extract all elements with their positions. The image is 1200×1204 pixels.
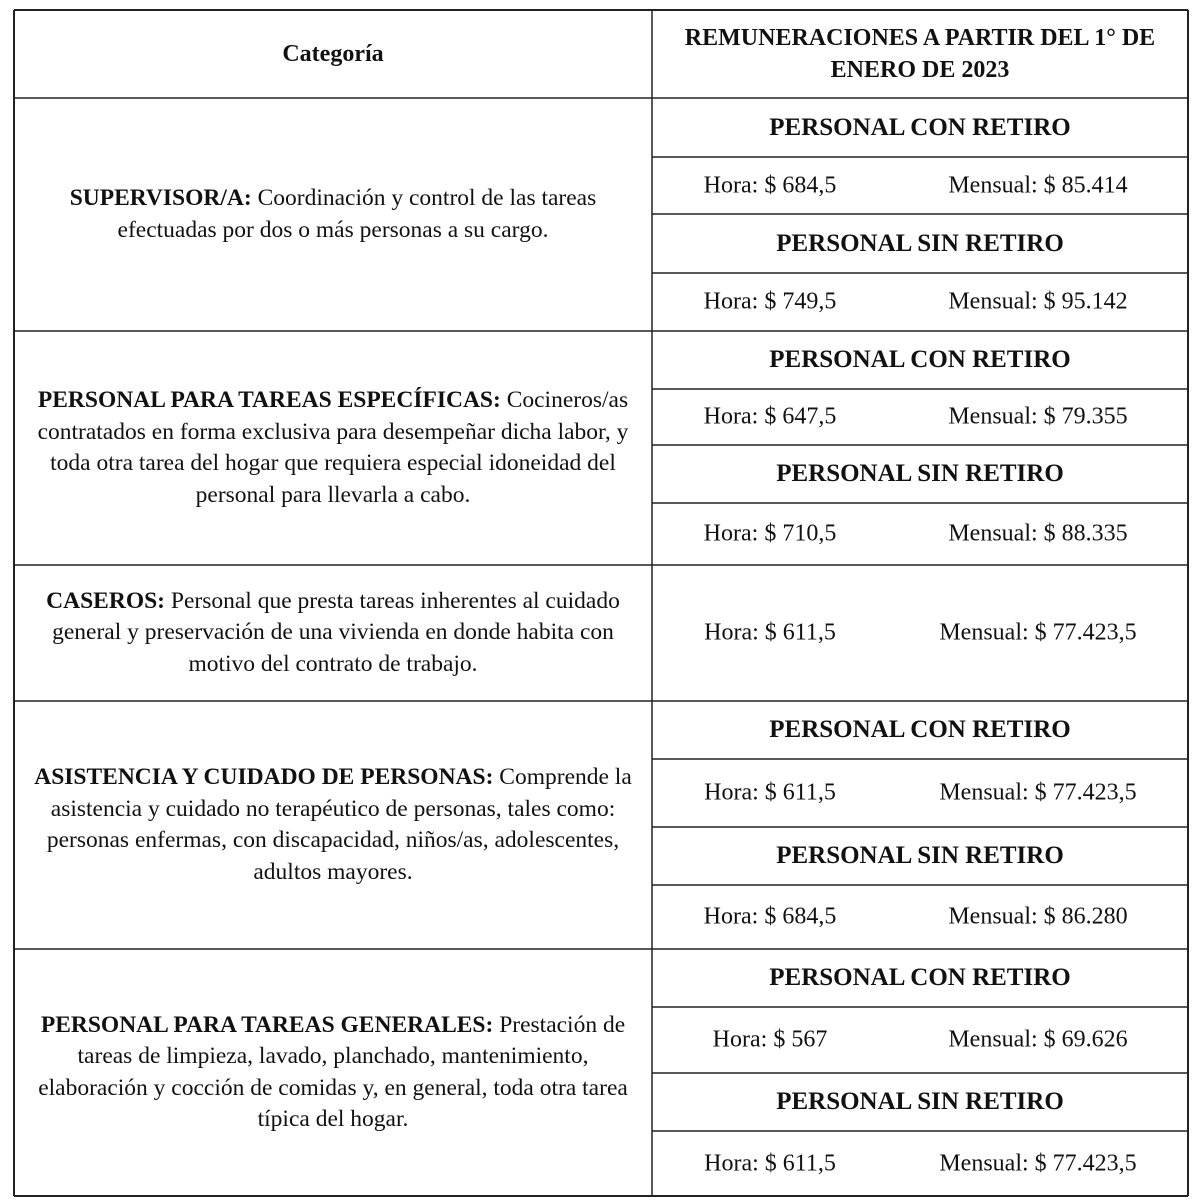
category-title: SUPERVISOR/A: bbox=[69, 185, 252, 211]
hourly-rate: Hora: $ 567 bbox=[712, 1026, 828, 1053]
category-description-cell bbox=[14, 949, 652, 1196]
monthly-rate: Mensual: $ 86.280 bbox=[948, 903, 1128, 930]
pay-rates-cell bbox=[652, 1131, 1188, 1196]
category-description: Prestación de tareas de limpieza, lavado, planchado, mantenimiento, elaboración y cocción de comidas y, en general, toda otra tarea típica del hogar. bbox=[38, 1011, 628, 1132]
pay-rates-cell bbox=[652, 565, 1188, 701]
pay-rates-cell bbox=[652, 157, 1188, 214]
pay-rates-cell bbox=[652, 273, 1188, 331]
pay-rates-cell bbox=[652, 885, 1188, 949]
category-title: CASEROS: bbox=[46, 587, 166, 614]
retiro-type-label: PERSONAL SIN RETIRO bbox=[776, 842, 1064, 869]
category-description-cell bbox=[14, 98, 652, 331]
category-description: Personal que presta tareas inherentes al cuidado general y preservación de una vivienda en donde habita con motivo del contrato de trabajo. bbox=[52, 587, 620, 677]
hourly-rate: Hora: $ 611,5 bbox=[704, 1150, 836, 1176]
hourly-rate: Hora: $ 611,5 bbox=[704, 619, 836, 646]
hourly-rate: Hora: $ 647,5 bbox=[703, 403, 837, 430]
monthly-rate: Mensual: $ 79.355 bbox=[948, 403, 1128, 430]
category-description-cell bbox=[14, 331, 652, 565]
monthly-rate: Mensual: $ 95.142 bbox=[948, 288, 1128, 315]
category-column-header: Categoría bbox=[282, 41, 384, 67]
category-description-cell bbox=[14, 565, 652, 701]
hourly-rate: Hora: $ 710,5 bbox=[703, 520, 837, 547]
retiro-type-label: PERSONAL CON RETIRO bbox=[769, 964, 1071, 991]
category-description: Comprende la asistencia y cuidado no terapéutico de personas, tales como: personas enfermas, con discapacidad, niños/as, adolescentes, adultos mayores. bbox=[46, 764, 632, 885]
retiro-type-label: PERSONAL CON RETIRO bbox=[769, 346, 1071, 373]
retiro-type-label: PERSONAL SIN RETIRO bbox=[776, 460, 1064, 487]
hourly-rate: Hora: $ 749,5 bbox=[703, 288, 837, 315]
pay-rates-cell bbox=[652, 389, 1188, 445]
hourly-rate: Hora: $ 684,5 bbox=[703, 172, 837, 198]
retiro-type-label: PERSONAL CON RETIRO bbox=[769, 113, 1071, 141]
monthly-rate: Mensual: $ 77.423,5 bbox=[939, 1150, 1137, 1176]
category-description: Coordinación y control de las tareas efectuadas por dos o más personas a su cargo. bbox=[117, 185, 597, 243]
remuneration-column-header: REMUNERACIONES A PARTIR DEL 1° DE ENERO DE 2023 bbox=[684, 25, 1156, 83]
retiro-type-label: PERSONAL CON RETIRO bbox=[769, 716, 1071, 743]
category-title: PERSONAL PARA TAREAS ESPECÍFICAS: bbox=[37, 387, 501, 413]
category-title: PERSONAL PARA TAREAS GENERALES: bbox=[40, 1011, 494, 1038]
category-title: ASISTENCIA Y CUIDADO DE PERSONAS: bbox=[34, 764, 494, 790]
hourly-rate: Hora: $ 684,5 bbox=[703, 903, 837, 930]
hourly-rate: Hora: $ 611,5 bbox=[704, 779, 836, 806]
pay-rates-cell bbox=[652, 503, 1188, 565]
retiro-type-label: PERSONAL SIN RETIRO bbox=[776, 1088, 1064, 1115]
monthly-rate: Mensual: $ 69.626 bbox=[948, 1026, 1128, 1053]
monthly-rate: Mensual: $ 77.423,5 bbox=[939, 779, 1137, 806]
pay-rates-cell bbox=[652, 1007, 1188, 1073]
monthly-rate: Mensual: $ 88.335 bbox=[948, 520, 1128, 547]
monthly-rate: Mensual: $ 77.423,5 bbox=[939, 619, 1137, 646]
category-description-cell bbox=[14, 701, 652, 949]
category-description: Cocineros/as contratados en forma exclusiva para desempeñar dicha labor, y toda otra tarea del hogar que requiera especial idoneidad del personal para llevarla a cabo. bbox=[37, 387, 629, 508]
monthly-rate: Mensual: $ 85.414 bbox=[948, 172, 1128, 198]
pay-rates-cell bbox=[652, 759, 1188, 827]
retiro-type-label: PERSONAL SIN RETIRO bbox=[776, 229, 1064, 257]
